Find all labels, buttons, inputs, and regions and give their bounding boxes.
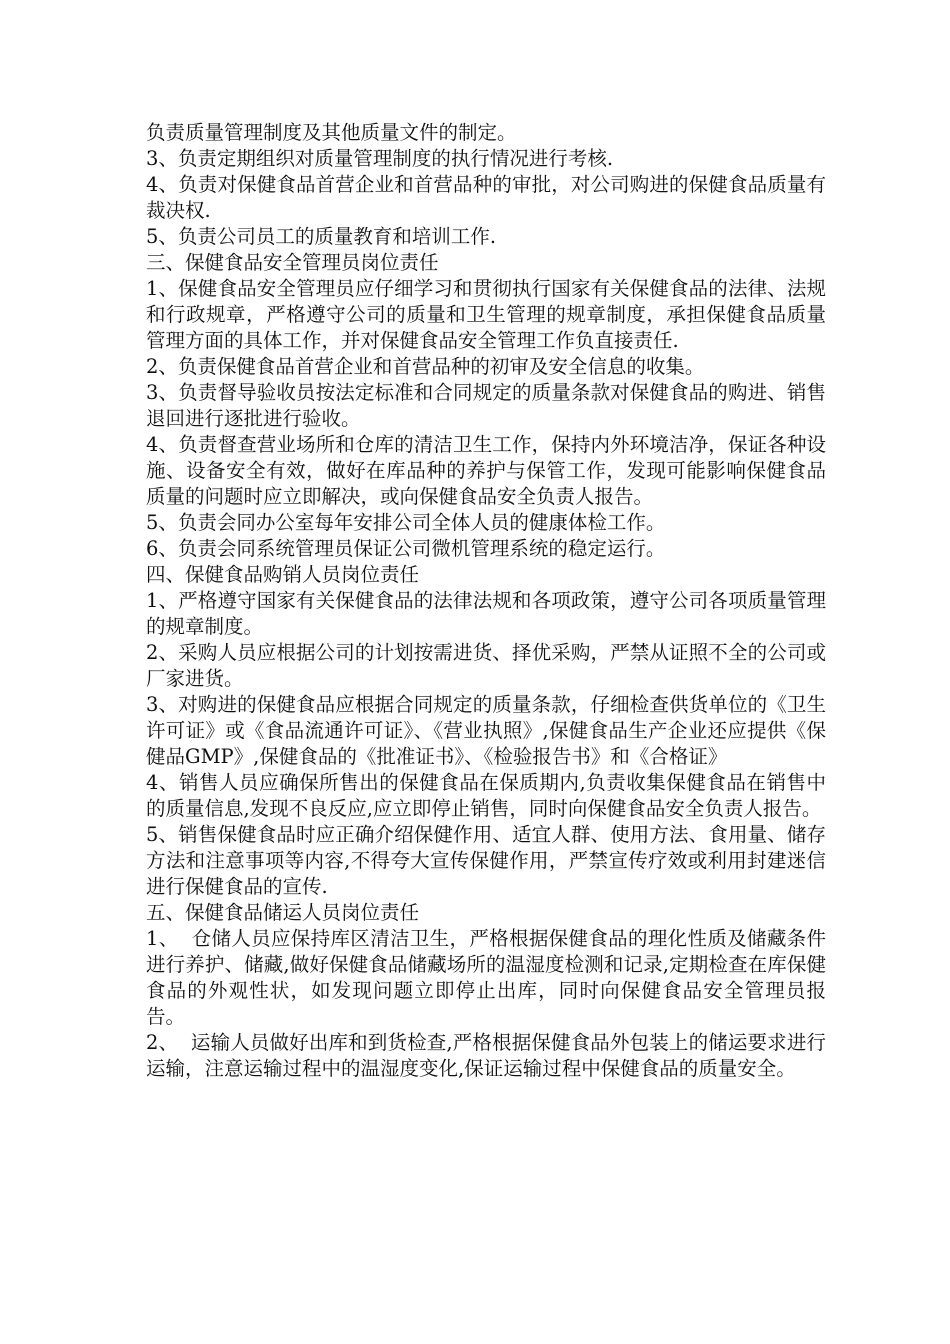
section-heading: 三、保健食品安全管理员岗位责任 <box>146 251 439 274</box>
paragraph: 5、销售保健食品时应正确介绍保健作用、适宜人群、使用方法、食用量、储存方法和注意事项等内容,不得夸大宣传保健作用，严禁宣传疗效或利用封建迷信进行保健食品的宣传. <box>146 823 826 898</box>
paragraph: 6、负责会同系统管理员保证公司微机管理系统的稳定运行。 <box>146 537 666 560</box>
paragraph: 1、保健食品安全管理员应仔细学习和贯彻执行国家有关保健食品的法律、法规和行政规章，严格遵守公司的质量和卫生管理的规章制度，承担保健食品质量管理方面的具体工作，并对保健食品安全管理工作负直接责任. <box>146 277 826 352</box>
paragraph: 3、对购进的保健食品应根据合同规定的质量条款，仔细检查供货单位的《卫生许可证》或《食品流通许可证》、《营业执照》,保健食品生产企业还应提供《保健品GMP》,保健食品的《批准证书》、《检验报告书》和《合格证》 <box>146 693 826 768</box>
paragraph: 2、 运输人员做好出库和到货检查,严格根据保健食品外包装上的储运要求进行运输，注意运输过程中的温湿度变化,保证运输过程中保健食品的质量安全。 <box>146 1031 826 1080</box>
paragraph: 4、负责督查营业场所和仓库的清洁卫生工作，保持内外环境洁净，保证各种设施、设备安全有效，做好在库品种的养护与保管工作，发现可能影响保健食品质量的问题时应立即解决，或向保健食品安全负责人报告。 <box>146 433 826 508</box>
paragraph: 5、负责公司员工的质量教育和培训工作. <box>146 225 497 248</box>
paragraph: 4、负责对保健食品首营企业和首营品种的审批，对公司购进的保健食品质量有裁决权. <box>146 173 826 222</box>
paragraph: 3、负责定期组织对质量管理制度的执行情况进行考核. <box>146 147 614 170</box>
paragraph: 5、负责会同办公室每年安排公司全体人员的健康体检工作。 <box>146 511 666 534</box>
section-heading: 四、保健食品购销人员岗位责任 <box>146 563 420 586</box>
paragraph: 4、销售人员应确保所售出的保健食品在保质期内,负责收集保健食品在销售中的质量信息,发现不良反应,应立即停止销售，同时向保健食品安全负责人报告。 <box>146 771 826 820</box>
paragraph: 3、负责督导验收员按法定标准和合同规定的质量条款对保健食品的购进、销售退回进行逐批进行验收。 <box>146 381 826 430</box>
document-body <box>146 120 826 1082</box>
paragraph: 1、 仓储人员应保持库区清洁卫生，严格根据保健食品的理化性质及储藏条件进行养护、储藏,做好保健食品储藏场所的温湿度检测和记录,定期检查在库保健食品的外观性状，如发现问题立即停止出库，同时向保健食品安全管理员报告。 <box>146 927 826 1028</box>
paragraph: 2、负责保健食品首营企业和首营品种的初审及安全信息的收集。 <box>146 355 705 378</box>
paragraph: 1、严格遵守国家有关保健食品的法律法规和各项政策，遵守公司各项质量管理的规章制度。 <box>146 589 826 638</box>
paragraph: 负责质量管理制度及其他质量文件的制定。 <box>146 121 517 144</box>
section-heading: 五、保健食品储运人员岗位责任 <box>146 901 420 924</box>
paragraph: 2、采购人员应根据公司的计划按需进货、择优采购，严禁从证照不全的公司或厂家进货。 <box>146 641 826 690</box>
